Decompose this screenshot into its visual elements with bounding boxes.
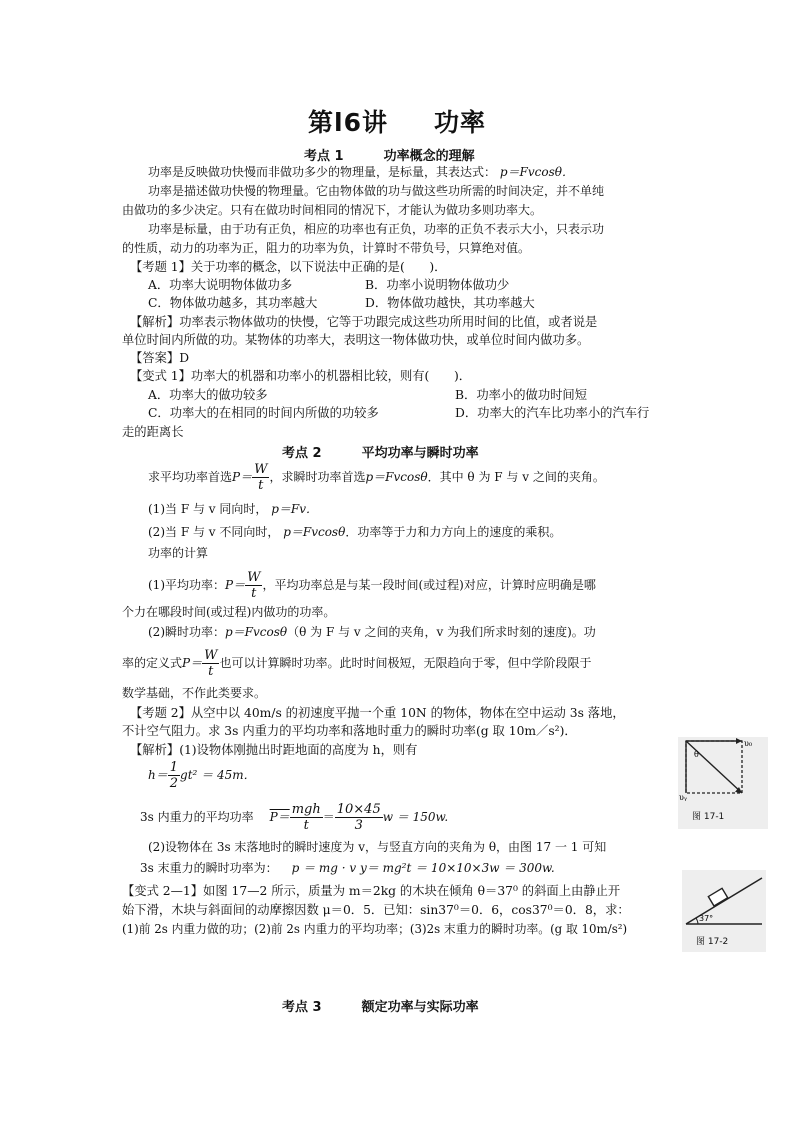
variant-2b: 始下滑，木块与斜面间的动摩擦因数 μ＝0．5．已知：sin37⁰＝0．6，cos37⁰＝0．8，求：	[122, 903, 630, 917]
analysis-1b: 单位时间内所做的功。某物体的功率大，表明这一物体做功快，或单位时间内做功多。	[122, 333, 590, 347]
variant-2c: (1)前 2s 内重力做的功；(2)前 2s 内重力的平均功率；(3)2s 末重力的瞬时功率。(g 取 10m/s²)	[122, 922, 628, 936]
average-power-equation: 3s 内重力的平均功率 P＝ $\frac{\text{mgh}}{t}$ ＝ $\frac{10\times 45}{3}$ w ＝ 150w.	[140, 802, 449, 833]
q1-option-a: A．功率大说明物体做功多	[148, 278, 293, 292]
s1-p1: 功率是反映做功快慢而非做功多少的物理量，是标量，其表达式： p＝Fvcosθ．	[148, 165, 574, 179]
variant-1: 【变式 1】功率大的机器和功率小的机器相比较，则有( )．	[130, 369, 472, 383]
s2-line6: 个力在哪段时间(或过程)内做功的功率。	[122, 605, 336, 619]
figure-17-1-caption: 图 17-1	[692, 812, 725, 822]
s1-p2a: 功率是描述做功快慢的物理量。它由物体做的功与做这些功所需的时间决定，并不单纯	[148, 184, 605, 198]
angle-label: 37°	[699, 914, 714, 923]
fraction-w-t: $\frac{W}{t}$	[204, 648, 218, 679]
analysis-1a: 【解析】功率表示物体做功的快慢，它等于功跟完成这些功所用时间的比值，或者说是	[130, 315, 598, 329]
section-1-heading: 考点 1 功率概念的理解	[304, 149, 475, 164]
v1-option-a: A．功率大的做功较多	[148, 388, 268, 402]
fraction-10x45-3: $\frac{10\times 45}{3}$	[336, 802, 381, 833]
section-3-heading: 考点 3 额定功率与实际功率	[282, 1000, 479, 1015]
q1-option-d: D．物体做功越快，其功率越大	[365, 296, 535, 310]
question-2b: 不计空气阻力。求 3s 内重力的平均功率和落地时重力的瞬时功率(g 取 10m／s²)．	[122, 724, 577, 738]
analysis-2d: 3s 末重力的瞬时功率为： p ＝ mg · v y＝ mg²t ＝ 10×10×3w ＝ 300w.	[140, 861, 555, 875]
figure-17-2	[682, 870, 766, 952]
height-equation: h＝ $\frac{1}{2}$ gt² ＝ 45m．	[148, 760, 256, 791]
s1-p2b: 由做功的多少决定。只有在做功时间相同的情况下，才能认为做功多则功率大。	[122, 203, 543, 217]
v1-option-d: D．功率大的汽车比功率小的汽车行	[455, 406, 650, 420]
v1-option-c: C．功率大的在相同的时间内所做的功较多	[148, 406, 379, 420]
s2-line8: 率的定义式P＝ $\frac{W}{t}$ 也可以计算瞬时功率。此时时间极短，无限趋向于零，但中学阶段限于	[122, 648, 592, 679]
q1-option-c: C．物体做功越多，其功率越大	[148, 296, 318, 310]
s2-line3: (2)当 F 与 v 不同向时， p＝Fvcosθ．功率等于力和力方向上的速度的乘积。	[148, 525, 562, 539]
s2-line1: 求平均功率首选P＝ $\frac{W}{t}$ ，求瞬时功率首选p＝Fvcosθ．其中 θ 为 F 与 v 之间的夹角。	[148, 462, 605, 493]
analysis-2a: 【解析】(1)设物体刚抛出时距地面的高度为 h，则有	[130, 743, 418, 757]
vy-label: υᵧ	[679, 793, 687, 802]
figure-17-2-caption: 图 17-2	[696, 937, 729, 947]
figure-17-1	[678, 737, 768, 829]
theta-label: θ	[694, 750, 699, 759]
fraction-mgh-t: $\frac{\text{mgh}}{t}$	[291, 802, 321, 833]
section-2-heading: 考点 2 平均功率与瞬时功率	[282, 446, 479, 461]
s2-line9: 数学基础，不作此类要求。	[122, 686, 267, 700]
question-2a: 【考题 2】从空中以 40m/s 的初速度平抛一个重 10N 的物体，物体在空中运动 3s 落地，	[130, 706, 625, 720]
variant-2a: 【变式 2—1】如图 17—2 所示，质量为 m＝2kg 的木块在倾角 θ＝37⁰ 的斜面上由静止开	[122, 884, 621, 898]
v0-label: υ₀	[744, 739, 753, 748]
s1-p3a: 功率是标量，由于功有正负，相应的功率也有正负，功率的正负不表示大小，只表示功	[148, 222, 605, 236]
question-1: 【考题 1】关于功率的概念，以下说法中正确的是( )．	[130, 260, 447, 274]
s2-line2: (1)当 F 与 v 同向时， p＝Fv．	[148, 502, 318, 516]
s2-line5: (1)平均功率：P＝ $\frac{W}{t}$ ，平均功率总是与某一段时间(或过程)对应，计算时应明确是哪	[148, 570, 596, 601]
v1-option-d-cont: 走的距离长	[122, 425, 184, 439]
fraction-w-t: $\frac{W}{t}$	[254, 462, 268, 493]
answer-1: 【答案】D	[130, 351, 190, 365]
s1-p3b: 的性质，动力的功率为正，阻力的功率为负，计算时不带负号，只算绝对值。	[122, 241, 531, 255]
s2-line4: 功率的计算	[148, 546, 209, 560]
q1-option-b: B．功率小说明物体做功少	[365, 278, 510, 292]
analysis-2c: (2)设物体在 3s 末落地时的瞬时速度为 v，与竖直方向的夹角为 θ，由图 17 一 1 可知	[148, 840, 607, 854]
fraction-w-t: $\frac{W}{t}$	[247, 570, 261, 601]
s2-line7: (2)瞬时功率：p＝Fvcosθ（θ 为 F 与 v 之间的夹角，v 为我们所求时刻的速度)。功	[148, 625, 596, 639]
v1-option-b: B．功率小的做功时间短	[455, 388, 588, 402]
fraction-half: $\frac{1}{2}$	[169, 760, 179, 791]
page-title: 第l6讲 功率	[308, 108, 486, 137]
